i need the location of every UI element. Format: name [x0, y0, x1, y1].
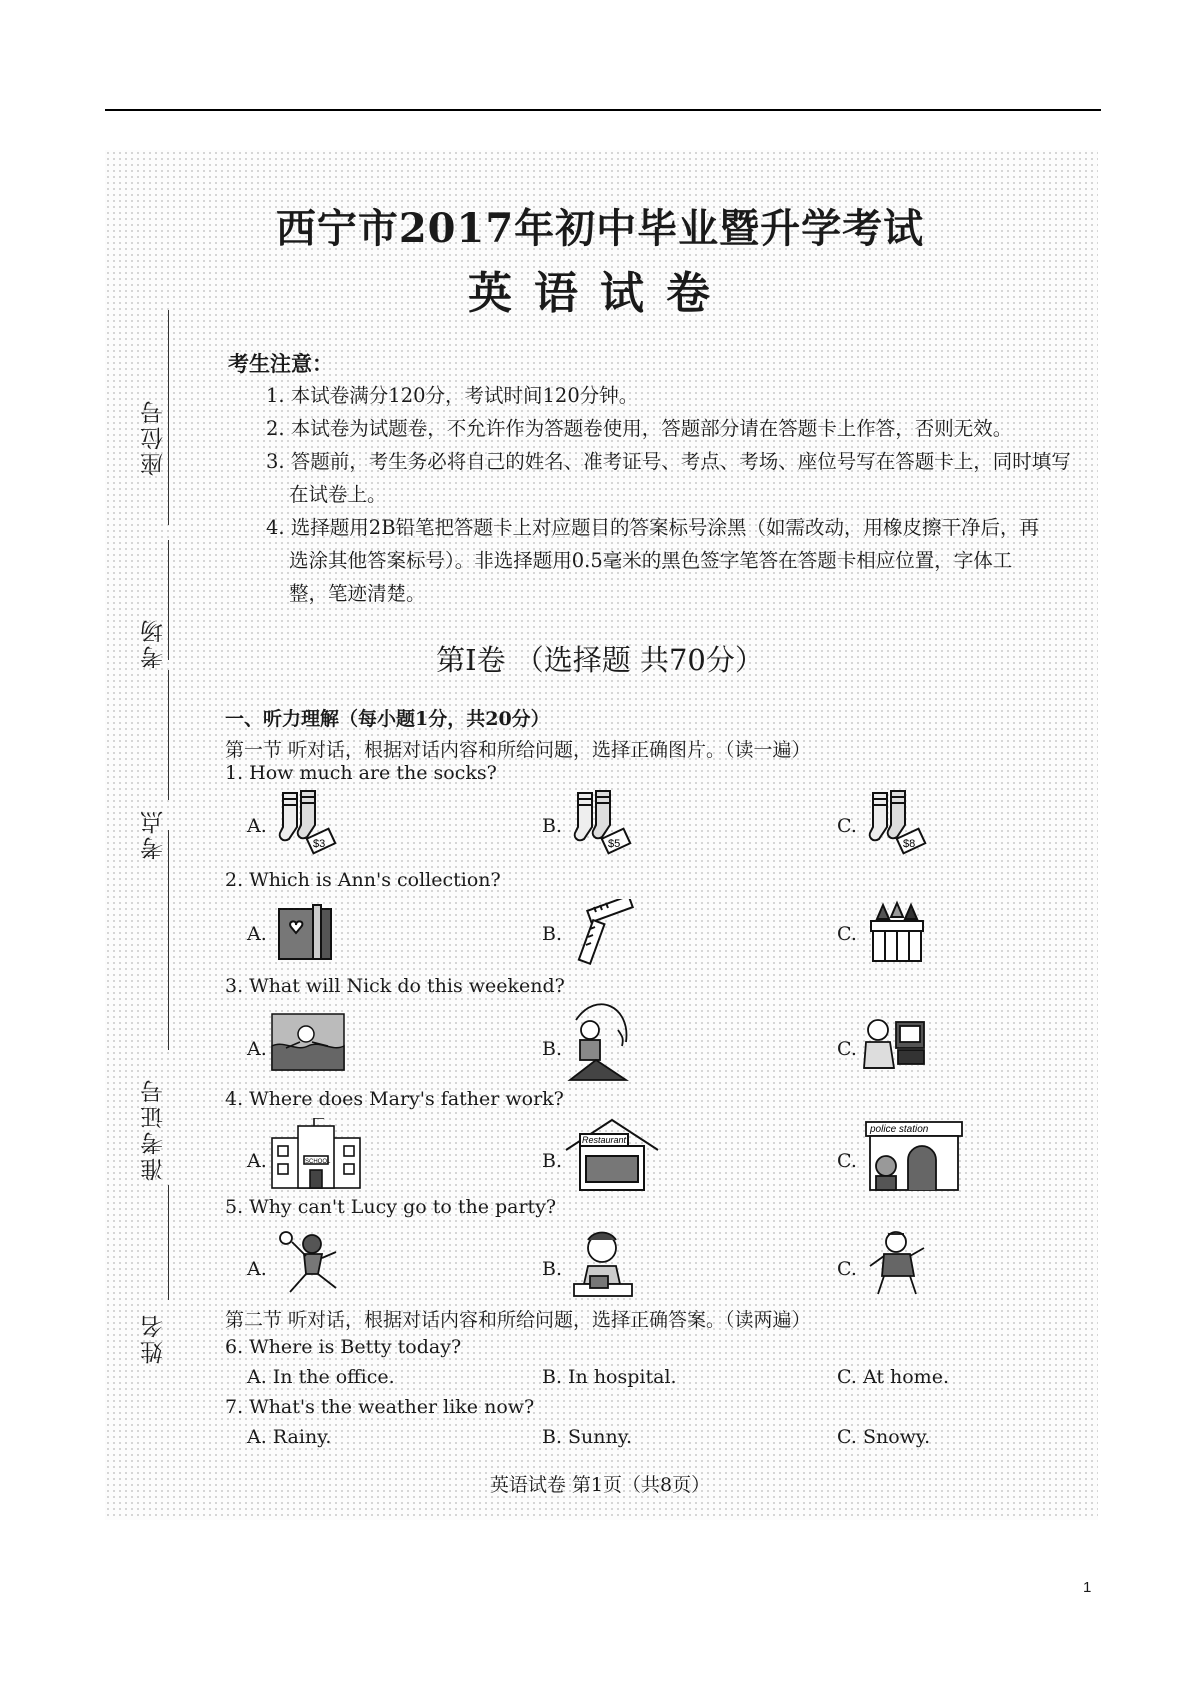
answer-option: B. Sunny.	[542, 1426, 633, 1448]
question-7: 7. What's the weather like now?	[225, 1396, 535, 1418]
police-station-sign: police station	[870, 1124, 929, 1135]
answer-option: C. At home.	[837, 1366, 949, 1388]
price-tag-b: $5	[608, 838, 621, 850]
exam-title: 西宁市2017年初中毕业暨升学考试	[275, 205, 925, 252]
computer-icon	[858, 1012, 930, 1082]
option-letter-c: C.	[837, 1258, 857, 1280]
socks-icon	[568, 789, 634, 857]
exam-id-line	[168, 830, 169, 1050]
option-letter-b: B.	[542, 815, 563, 837]
part1-intro: 第一节 听对话，根据对话内容和所给问题，选择正确图片。（读一遍）	[225, 739, 811, 761]
swimming-icon	[270, 1010, 346, 1072]
question-5: 5. Why can't Lucy go to the party?	[225, 1196, 557, 1218]
notice-item: 选涂其他答案标号）。非选择题用0.5毫米的黑色签字笔答在答题卡相应位置，字体工	[289, 549, 1013, 572]
option-letter-a: A.	[247, 1150, 267, 1172]
notice-item: 2. 本试卷为试题卷，不允许作为答题卷使用，答题部分请在答题卡上作答，否则无效。	[266, 417, 1013, 440]
rulers-icon	[568, 899, 634, 967]
option-letter-b: B.	[542, 1258, 563, 1280]
side-label-name: 姓名	[141, 1312, 167, 1364]
question-6: 6. Where is Betty today?	[225, 1336, 462, 1358]
notice-heading: 考生注意：	[228, 351, 333, 376]
school-building-icon	[268, 1118, 364, 1190]
notice-item: 1. 本试卷满分120分，考试时间120分钟。	[266, 384, 639, 407]
page-footer: 英语试卷 第1页（共8页）	[489, 1474, 711, 1496]
name-line	[168, 1185, 169, 1300]
option-letter-c: C.	[837, 1150, 857, 1172]
question-4: 4. Where does Mary's father work?	[225, 1088, 564, 1110]
answer-option: A. In the office.	[247, 1366, 395, 1388]
side-label-exam-id: 准考证号	[141, 1077, 167, 1181]
price-tag-a: $3	[313, 838, 326, 850]
top-rule	[105, 109, 1101, 111]
fishing-icon	[566, 1000, 636, 1082]
school-sign: SCHOOL	[305, 1159, 331, 1165]
pencil-holder-icon	[863, 899, 929, 967]
question-3: 3. What will Nick do this weekend?	[225, 975, 565, 997]
socks-icon	[273, 789, 339, 857]
part2-intro: 第二节 听对话，根据对话内容和所给问题，选择正确答案。（读两遍）	[225, 1309, 811, 1331]
sick-girl-icon	[864, 1226, 934, 1298]
answer-option: A. Rainy.	[247, 1426, 332, 1448]
studying-girl-icon	[566, 1228, 640, 1298]
books-icon	[273, 899, 339, 967]
socks-icon	[863, 789, 929, 857]
notice-item: 在试卷上。	[289, 483, 387, 506]
side-label-seat: 座位号	[141, 398, 167, 476]
site-line	[168, 670, 169, 800]
option-letter-b: B.	[542, 1038, 563, 1060]
option-letter-c: C.	[837, 923, 857, 945]
subject-title: 英语试卷	[468, 268, 732, 319]
option-letter-c: C.	[837, 1038, 857, 1060]
section-title: 第Ⅰ卷 （选择题 共70分）	[436, 643, 764, 677]
sports-girl-icon	[272, 1228, 352, 1298]
option-letter-b: B.	[542, 1150, 563, 1172]
option-letter-a: A.	[247, 815, 267, 837]
price-tag-c: $8	[903, 838, 916, 850]
question-1: 1. How much are the socks?	[225, 762, 497, 784]
option-letter-c: C.	[837, 815, 857, 837]
notice-item: 整，笔迹清楚。	[289, 582, 426, 605]
restaurant-icon	[562, 1116, 662, 1192]
listening-heading: 一、听力理解（每小题1分，共20分）	[225, 708, 550, 730]
notice-item: 4. 选择题用2B铅笔把答题卡上对应题目的答案标号涂黑（如需改动，用橡皮擦干净后，再	[266, 516, 1040, 539]
police-station-icon	[864, 1120, 964, 1192]
answer-option: C. Snowy.	[837, 1426, 931, 1448]
notice-item: 3. 答题前，考生务必将自己的姓名、准考证号、考点、考场、座位号写在答题卡上，同时填写	[266, 450, 1071, 473]
option-letter-a: A.	[247, 1258, 267, 1280]
answer-option: B. In hospital.	[542, 1366, 677, 1388]
option-letter-a: A.	[247, 923, 267, 945]
option-letter-b: B.	[542, 923, 563, 945]
page-number: 1	[1083, 1579, 1092, 1596]
option-letter-a: A.	[247, 1038, 267, 1060]
side-label-site: 考点	[141, 808, 167, 860]
question-2: 2. Which is Ann's collection?	[225, 869, 501, 891]
restaurant-sign: Restaurant	[582, 1135, 627, 1145]
side-label-room: 考场	[141, 617, 167, 669]
